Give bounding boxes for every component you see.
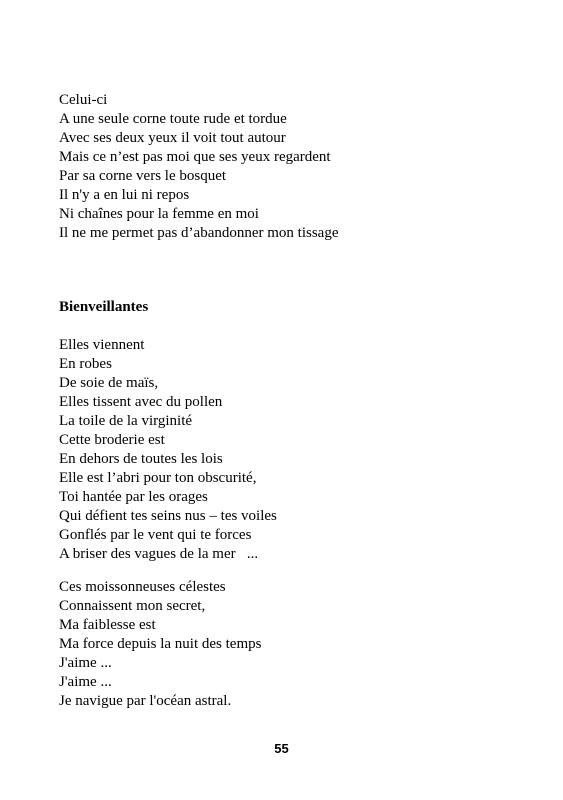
page-number: 55: [274, 741, 289, 756]
poem-line: Ma faiblesse est: [59, 617, 156, 633]
poem-stanza-2: [59, 336, 277, 564]
poem-line: Ces moissonneuses célestes: [59, 579, 226, 595]
poem-line: En robes: [59, 356, 112, 372]
poem-line: J'aime ...: [59, 674, 112, 690]
poem-line: En dehors de toutes les lois: [59, 451, 223, 467]
poem-line: Toi hantée par les orages: [59, 489, 208, 505]
poem-line: Celui-ci: [59, 92, 108, 108]
poem-line: Par sa corne vers le bosquet: [59, 168, 227, 184]
poem-line: Avec ses deux yeux il voit tout autour: [59, 130, 286, 146]
poem-stanza-1: [59, 91, 339, 243]
poem-line: Cette broderie est: [59, 432, 165, 448]
poem-line: Elle est l’abri pour ton obscurité,: [59, 470, 257, 486]
poem-line: A une seule corne toute rude et tordue: [59, 111, 287, 127]
poem-line: Qui défient tes seins nus – tes voiles: [59, 508, 277, 524]
poem-line: J'aime ...: [59, 655, 112, 671]
poem-line: Mais ce n’est pas moi que ses yeux regardent: [59, 149, 331, 165]
poem-line: Il ne me permet pas d’abandonner mon tissage: [59, 225, 339, 241]
poem-line: Gonflés par le vent qui te forces: [59, 527, 252, 543]
poem-line: De soie de maïs,: [59, 375, 159, 391]
poem-line: Ma force depuis la nuit des temps: [59, 636, 262, 652]
poem-line: Ni chaînes pour la femme en moi: [59, 206, 259, 222]
poem-line: Il n'y a en lui ni repos: [59, 187, 190, 203]
poem-line: A briser des vagues de la mer ...: [59, 546, 259, 562]
poem-title: Bienveillantes: [59, 299, 149, 315]
poem-stanza-3: [59, 578, 261, 711]
poem-line: La toile de la virginité: [59, 413, 193, 429]
poem-line: Elles viennent: [59, 337, 145, 353]
poem-line: Connaissent mon secret,: [59, 598, 206, 614]
poem-line: Je navigue par l'océan astral.: [59, 693, 232, 709]
poem-line: Elles tissent avec du pollen: [59, 394, 223, 410]
